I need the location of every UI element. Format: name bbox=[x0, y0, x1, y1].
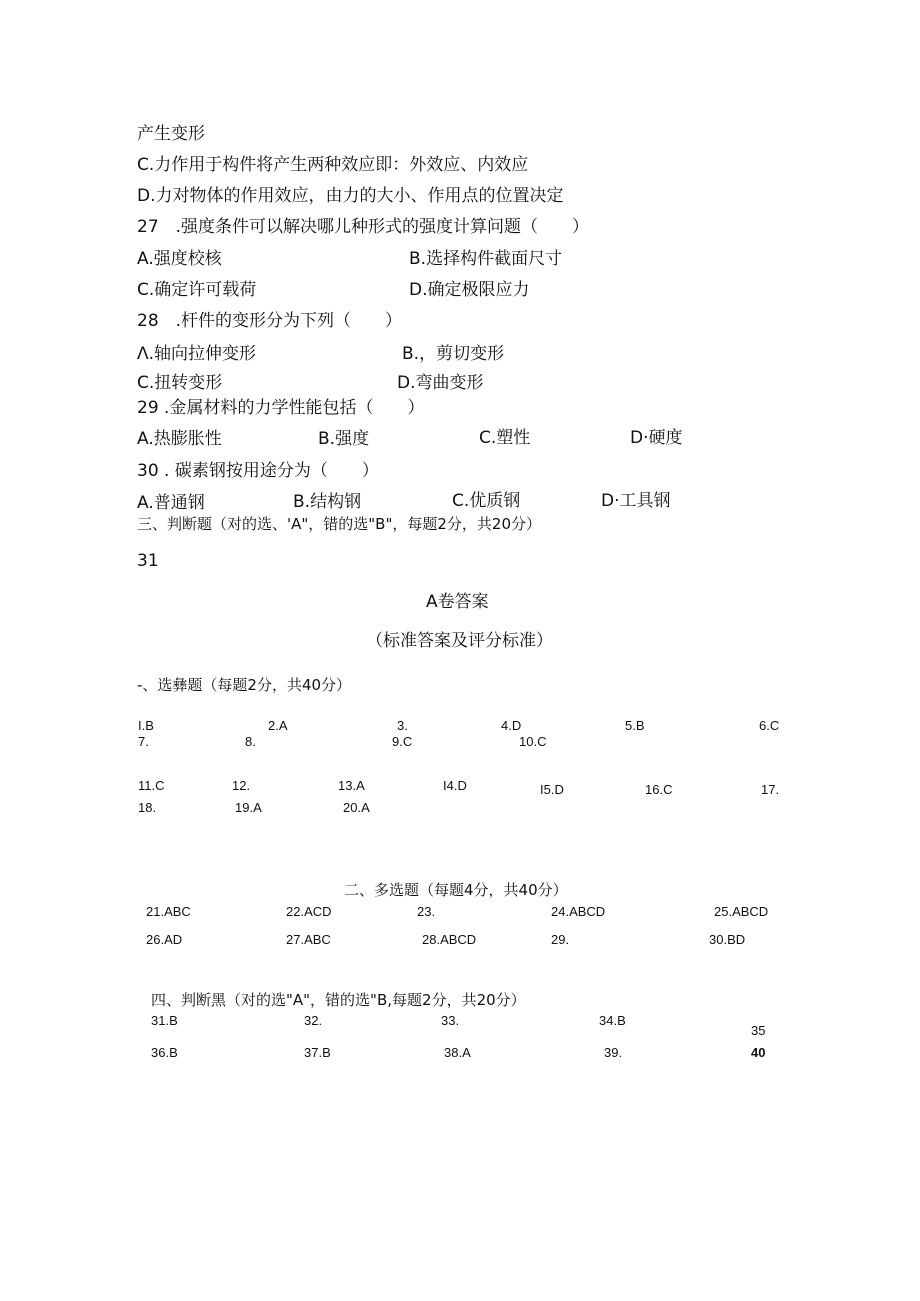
answer-item: 9.C bbox=[392, 734, 413, 749]
answer-item: 6.C bbox=[759, 718, 780, 733]
section-3-heading: 三、判断题（对的选、'A"，错的选"B"，每题2分，共20分） bbox=[137, 515, 542, 533]
answer-item: 29. bbox=[551, 932, 570, 947]
question-26-continuation: 产生变形 bbox=[137, 124, 205, 144]
answer-item: 23. bbox=[417, 904, 436, 919]
answer-item: I.B bbox=[138, 718, 154, 733]
answer-item: 3. bbox=[397, 718, 408, 733]
answer-item: 26.AD bbox=[146, 932, 183, 947]
answer-item: 40 bbox=[751, 1045, 766, 1060]
answer-item: 16.C bbox=[645, 782, 673, 797]
section-2-heading: 二、多选题（每题4分，共40分） bbox=[344, 881, 568, 899]
question-27-stem: 27 .强度条件可以解决哪儿种形式的强度计算问题（ ） bbox=[137, 217, 590, 237]
answer-item: 13.A bbox=[338, 778, 365, 793]
answer-item: 22.ACD bbox=[286, 904, 332, 919]
question-27-option-c: C.确定许可载荷 bbox=[137, 280, 257, 300]
answer-item: I5.D bbox=[540, 782, 564, 797]
answer-item: 18. bbox=[138, 800, 157, 815]
question-30-option-a: A.普通钢 bbox=[137, 493, 205, 513]
answer-item: 32. bbox=[304, 1013, 323, 1028]
answer-item: 12. bbox=[232, 778, 251, 793]
answer-item: 20.A bbox=[343, 800, 370, 815]
answer-item: 5.B bbox=[625, 718, 645, 733]
answer-key-subtitle: （标准答案及评分标准） bbox=[366, 631, 553, 651]
question-27-option-a: A.强度校核 bbox=[137, 249, 222, 269]
answer-item: 38.A bbox=[444, 1045, 471, 1060]
question-30-option-b: B.结构钢 bbox=[293, 492, 362, 512]
question-30-stem: 30 . 碳素钢按用途分为（ ） bbox=[137, 461, 379, 481]
answer-item: 8. bbox=[245, 734, 256, 749]
question-27-option-d: D.确定极限应力 bbox=[409, 280, 530, 300]
answer-item: 31.B bbox=[151, 1013, 178, 1028]
answer-item: 34.B bbox=[599, 1013, 626, 1028]
answer-item: 36.B bbox=[151, 1045, 178, 1060]
question-29-option-a: A.热膨胀性 bbox=[137, 429, 222, 449]
answer-item: I4.D bbox=[443, 778, 467, 793]
question-28-stem: 28 .杆件的变形分为下列（ ） bbox=[137, 311, 403, 331]
question-30-option-c: C.优质钢 bbox=[452, 491, 521, 511]
answer-item: 30.BD bbox=[709, 932, 746, 947]
section-4-heading: 四、判断黑（对的选"A"，错的选"B,每题2分，共20分） bbox=[151, 991, 526, 1009]
question-30-option-d: D·工具钢 bbox=[601, 491, 671, 511]
question-26-option-d: D.力对物体的作用效应，由力的大小、作用点的位置决定 bbox=[137, 186, 564, 206]
question-28-option-d: D.弯曲变形 bbox=[397, 373, 484, 393]
question-29-option-d: D·硬度 bbox=[630, 428, 683, 448]
answer-item: 27.ABC bbox=[286, 932, 331, 947]
answer-item: 11.C bbox=[138, 778, 165, 793]
answer-item: 7. bbox=[138, 734, 149, 749]
question-26-option-c: C.力作用于构件将产生两种效应即：外效应、内效应 bbox=[137, 155, 529, 175]
answer-item: 33. bbox=[441, 1013, 460, 1028]
answer-item: 17. bbox=[761, 782, 780, 797]
answer-key-title: A卷答案 bbox=[426, 592, 489, 612]
question-31-number: 31 bbox=[137, 551, 159, 571]
section-1-heading: -、选彝题（每题2分，共40分） bbox=[137, 676, 352, 694]
answer-item: 39. bbox=[604, 1045, 623, 1060]
answer-item: 4.D bbox=[501, 718, 522, 733]
answer-item: 21.ABC bbox=[146, 904, 191, 919]
answer-item: 37.B bbox=[304, 1045, 331, 1060]
question-28-option-c: C.扭转变形 bbox=[137, 373, 223, 393]
question-27-option-b: B.选择构件截面尺寸 bbox=[409, 249, 563, 269]
answer-item: 2.A bbox=[268, 718, 288, 733]
answer-item: 10.C bbox=[519, 734, 547, 749]
answer-item: 24.ABCD bbox=[551, 904, 606, 919]
question-29-stem: 29 .金属材料的力学性能包括（ ） bbox=[137, 398, 425, 418]
question-28-option-a: Λ.轴向拉伸变形 bbox=[137, 344, 257, 364]
answer-item: 19.A bbox=[235, 800, 262, 815]
question-28-option-b: B.，剪切变形 bbox=[402, 344, 505, 364]
answer-item: 35 bbox=[751, 1023, 766, 1038]
answer-item: 25.ABCD bbox=[714, 904, 769, 919]
answer-item: 28.ABCD bbox=[422, 932, 477, 947]
question-29-option-b: B.强度 bbox=[318, 429, 370, 449]
question-29-option-c: C.塑性 bbox=[479, 428, 531, 448]
